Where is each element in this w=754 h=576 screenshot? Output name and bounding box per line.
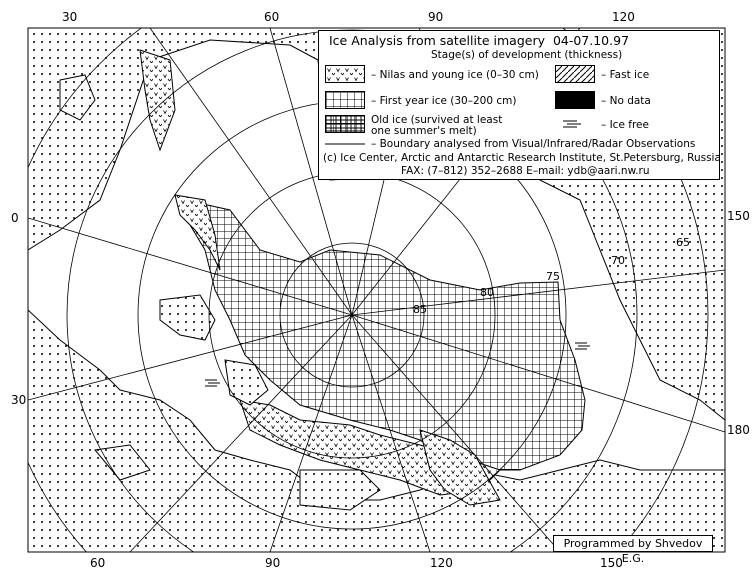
- nilas-swatch: [325, 65, 365, 83]
- lon-label-bottom: 120: [430, 556, 453, 570]
- lat-label: 80: [480, 286, 494, 299]
- lon-label-top: 120: [612, 10, 635, 24]
- lon-label-bottom: 150: [600, 556, 623, 570]
- lat-label: 70: [611, 254, 625, 267]
- lon-label-right: 150: [727, 209, 750, 223]
- lat-label: 75: [546, 270, 560, 283]
- lon-label-top: 90: [428, 10, 444, 24]
- lon-label-bottom: 90: [265, 556, 281, 570]
- lon-label-top: 30: [62, 10, 78, 24]
- legend-old-2: one summer's melt): [371, 125, 477, 137]
- legend-credit-1: (c) Ice Center, Arctic and Antarctic Research Institute, St.Petersburg, Russia: [323, 152, 721, 164]
- lon-label-left: 30: [11, 393, 27, 407]
- legend-first-year: – First year ice (30–200 cm): [371, 95, 517, 107]
- programmer-credit: Programmed by Shvedov E.G.: [553, 535, 713, 552]
- lat-label: 85: [413, 303, 427, 316]
- no-data-swatch: [555, 91, 595, 109]
- legend-title: Ice Analysis from satellite imagery 04-07.10.97: [329, 33, 630, 48]
- old-ice-swatch: [325, 115, 365, 133]
- legend-subtitle: Stage(s) of development (thickness): [431, 49, 623, 61]
- lon-label-left: 0: [11, 211, 19, 225]
- legend-ice-free: – Ice free: [601, 119, 649, 131]
- legend-date: 04-07.10.97: [552, 33, 630, 48]
- legend-panel: [318, 30, 720, 180]
- legend-nilas: – Nilas and young ice (0–30 cm): [371, 69, 539, 81]
- first-year-swatch: [325, 91, 365, 109]
- legend-credit-2: FAX: (7–812) 352–2688 E–mail: ydb@aari.nw.ru: [401, 165, 650, 177]
- ice-free-swatch: [559, 119, 589, 131]
- boundary-swatch: [325, 141, 365, 147]
- lon-label-bottom: 60: [90, 556, 106, 570]
- legend-no-data: – No data: [601, 95, 651, 107]
- legend-old-1: Old ice (survived at least: [371, 114, 503, 126]
- legend-fast: – Fast ice: [601, 69, 650, 81]
- lat-label: 65: [676, 236, 690, 249]
- legend-boundary: – Boundary analysed from Visual/Infrared/Radar Observations: [371, 138, 696, 150]
- lon-label-top: 60: [264, 10, 280, 24]
- fast-ice-swatch: [555, 65, 595, 83]
- lon-label-right: 180: [727, 423, 750, 437]
